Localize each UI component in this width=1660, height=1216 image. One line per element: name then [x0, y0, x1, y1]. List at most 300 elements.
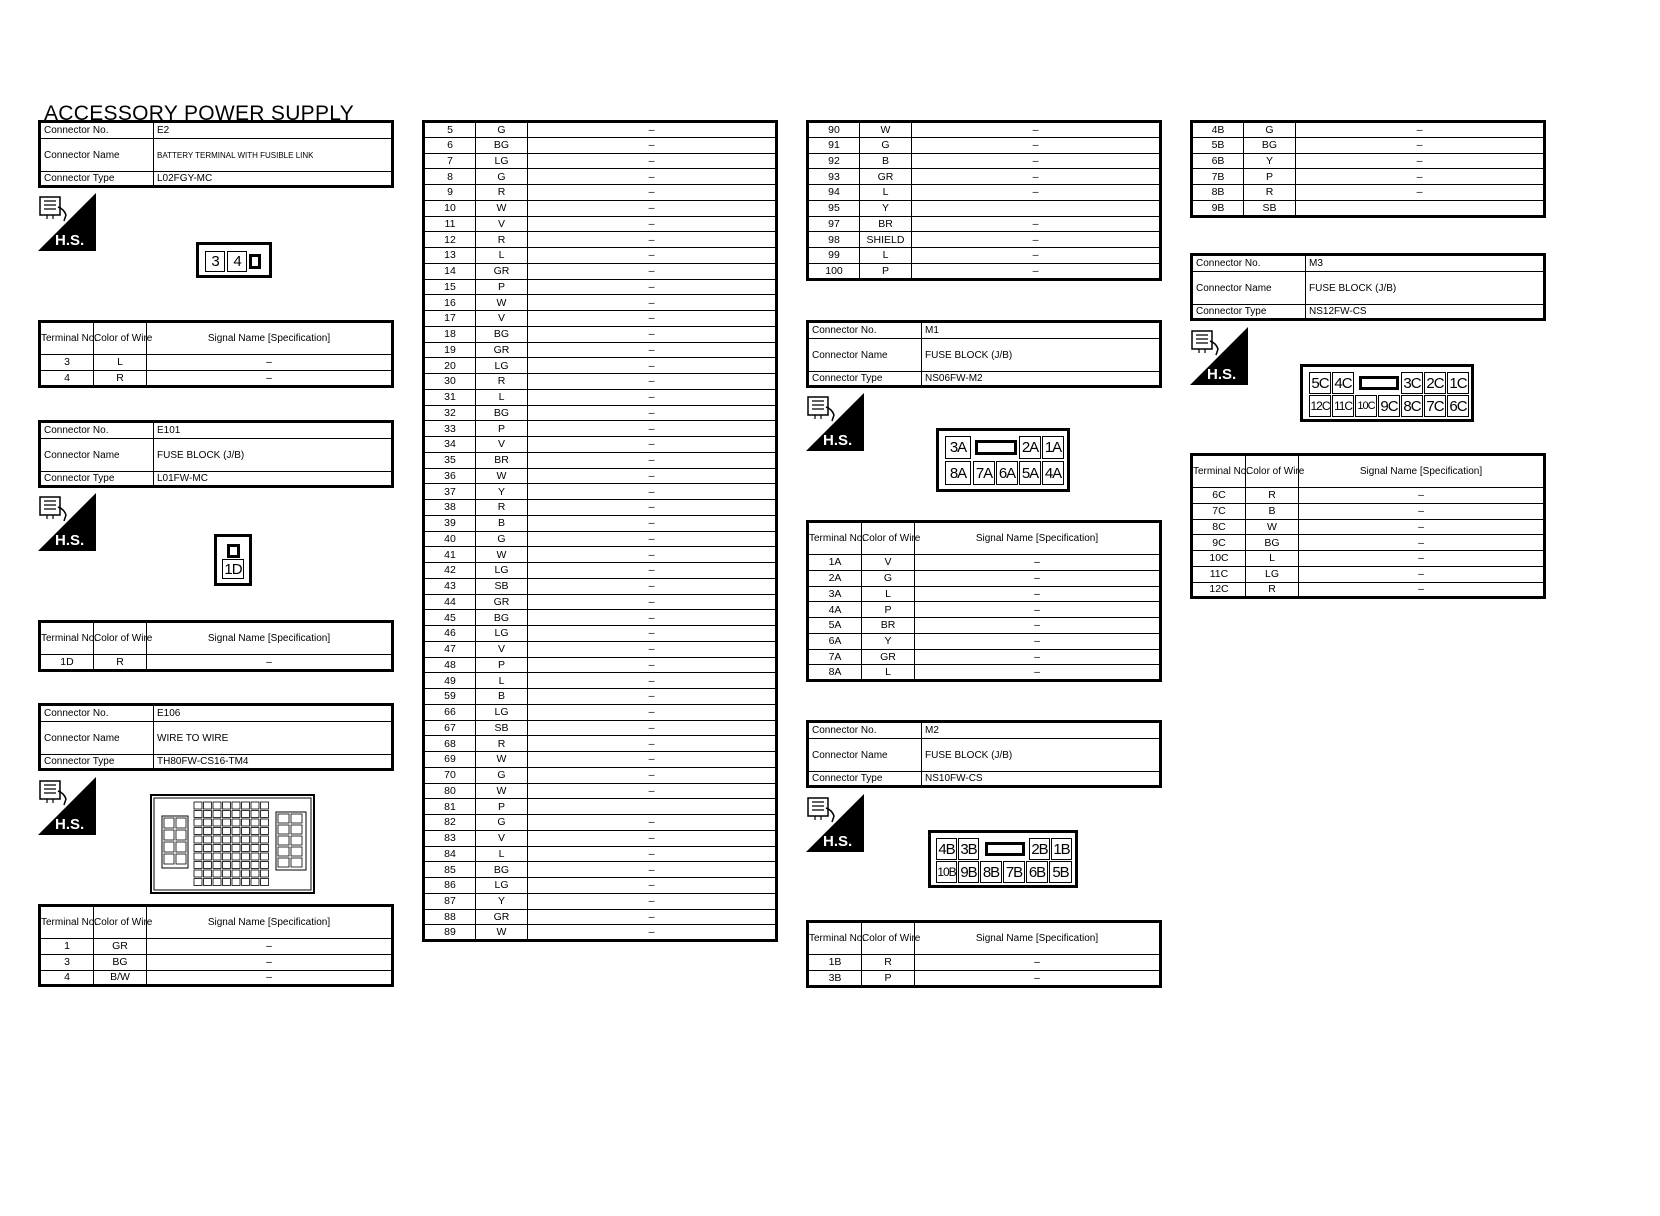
connector-face-e101 [214, 534, 252, 586]
wire-color-cell: L [860, 248, 912, 264]
signal-name-cell: – [528, 248, 777, 264]
terminal-no-cell: 66 [424, 704, 476, 720]
pin-label: 6A [996, 461, 1018, 485]
cavity [242, 819, 250, 826]
table-row [424, 752, 777, 768]
cavity [251, 811, 259, 818]
table-row [424, 405, 777, 421]
label-connector-type: Connector Type [40, 472, 154, 487]
wire-color-cell: L [1246, 551, 1299, 567]
signal-name-cell: – [528, 311, 777, 327]
cavity [204, 879, 212, 886]
signal-name-cell: – [912, 185, 1161, 201]
cavity [194, 870, 202, 877]
pin-label: 9B [958, 861, 979, 883]
cavity [251, 845, 259, 852]
table-row [808, 570, 1161, 586]
signal-name-cell: – [528, 437, 777, 453]
signal-name-cell: – [915, 633, 1161, 649]
wire-color-cell: B [860, 153, 912, 169]
cavity [291, 847, 302, 856]
cavity [291, 858, 302, 867]
cavity [291, 825, 302, 834]
header-signal-name: Signal Name [Specification] [147, 622, 393, 655]
cavity [251, 802, 259, 809]
pin-label: 7A [973, 461, 995, 485]
signal-name-cell: – [528, 925, 777, 941]
terminal-no-cell: 35 [424, 452, 476, 468]
connector-info-m2 [806, 720, 1162, 788]
wire-color-cell: P [476, 421, 528, 437]
terminal-no-cell: 13 [424, 248, 476, 264]
wire-color-cell: B [1246, 503, 1299, 519]
wire-color-cell: GR [476, 594, 528, 610]
wire-color-cell: BG [1244, 137, 1296, 153]
wire-color-cell: L [94, 355, 147, 371]
wire-color-cell: GR [476, 263, 528, 279]
signal-name-cell: – [147, 954, 393, 970]
signal-name-cell [912, 200, 1161, 216]
terminal-no-cell: 92 [808, 153, 860, 169]
connector-no-value: E101 [154, 422, 393, 439]
wire-color-cell: W [476, 547, 528, 563]
table-row [424, 484, 777, 500]
signal-name-cell [1296, 200, 1545, 216]
signal-name-cell: – [912, 169, 1161, 185]
header-terminal-no: Terminal No. [40, 322, 94, 355]
wire-color-cell: BG [476, 862, 528, 878]
signal-name-cell: – [915, 665, 1161, 681]
terminal-no-cell: 43 [424, 578, 476, 594]
cavity [213, 836, 221, 843]
connector-key [975, 440, 1017, 455]
table-row [424, 531, 777, 547]
connector-type-value: NS12FW-CS [1306, 305, 1545, 320]
terminal-no-cell: 67 [424, 720, 476, 736]
hs-icon-graphic [1190, 327, 1248, 385]
wire-color-cell: GR [476, 342, 528, 358]
connector-no-value: E2 [154, 122, 393, 139]
harness-side-icon [1190, 327, 1248, 385]
signal-name-cell: – [528, 846, 777, 862]
cavity [194, 862, 202, 869]
terminal-no-cell: 81 [424, 799, 476, 815]
pin-label: 9C [1378, 395, 1400, 417]
harness-side-icon [38, 193, 96, 251]
terminal-no-cell: 33 [424, 421, 476, 437]
cavity [204, 819, 212, 826]
table-row [424, 673, 777, 689]
table-row [424, 374, 777, 390]
cavity [204, 853, 212, 860]
cavity [261, 853, 269, 860]
signal-name-cell: – [528, 137, 777, 153]
wire-color-cell: G [860, 137, 912, 153]
cavity [164, 818, 174, 828]
signal-name-cell: – [528, 232, 777, 248]
connector-info-m1 [806, 320, 1162, 388]
wire-color-cell: P [860, 263, 912, 279]
connector-key [1359, 376, 1399, 390]
header-signal-name: Signal Name [Specification] [915, 922, 1161, 955]
terminal-no-cell: 7C [1192, 503, 1246, 519]
wire-color-cell: P [476, 657, 528, 673]
wire-color-cell: W [476, 468, 528, 484]
header-color-of-wire: Color of Wire [94, 622, 147, 655]
terminal-no-cell: 100 [808, 263, 860, 279]
signal-name-cell: – [1299, 566, 1545, 582]
wire-color-cell: Y [1244, 153, 1296, 169]
table-row [1192, 200, 1545, 216]
terminal-no-cell: 8B [1192, 185, 1244, 201]
label-connector-name: Connector Name [40, 139, 154, 172]
signal-name-cell: – [528, 358, 777, 374]
table-row [808, 649, 1161, 665]
cavity [242, 853, 250, 860]
pin-label: 1A [1042, 436, 1064, 459]
label-connector-type: Connector Type [1192, 305, 1306, 320]
terminal-no-cell: 34 [424, 437, 476, 453]
wire-color-cell: LG [476, 704, 528, 720]
table-row [424, 232, 777, 248]
cavity [176, 854, 186, 864]
table-row [424, 153, 777, 169]
table-row [424, 547, 777, 563]
signal-name-cell: – [528, 673, 777, 689]
terminal-table-e106-continued-2 [806, 120, 1162, 281]
connector-name-value: FUSE BLOCK (J/B) [154, 439, 393, 472]
cavity [204, 862, 212, 869]
wire-color-cell: LG [476, 153, 528, 169]
cavity [223, 845, 231, 852]
wire-color-cell: G [1244, 122, 1296, 138]
header-color-of-wire: Color of Wire [862, 522, 915, 555]
wire-color-cell: B/W [94, 970, 147, 986]
terminal-no-cell: 4 [40, 970, 94, 986]
pin-label: 3A [945, 436, 971, 459]
table-row [1192, 551, 1545, 567]
table-row [424, 594, 777, 610]
label-connector-name: Connector Name [1192, 272, 1306, 305]
table-row [424, 279, 777, 295]
wire-color-cell: R [1246, 582, 1299, 598]
terminal-no-cell: 93 [808, 169, 860, 185]
cavity [204, 828, 212, 835]
terminal-no-cell: 99 [808, 248, 860, 264]
hs-label: H.S. [823, 833, 853, 850]
table-row [424, 342, 777, 358]
terminal-no-cell: 12C [1192, 582, 1246, 598]
connector-no-value: M1 [922, 322, 1161, 339]
terminal-table-m2 [806, 920, 1162, 988]
table-row [424, 626, 777, 642]
pin-label: 1B [1051, 838, 1072, 860]
label-connector-no: Connector No. [1192, 255, 1306, 272]
signal-name-cell: – [528, 389, 777, 405]
terminal-no-cell: 86 [424, 878, 476, 894]
header-signal-name: Signal Name [Specification] [915, 522, 1161, 555]
wire-color-cell: R [476, 232, 528, 248]
table-row [424, 326, 777, 342]
cavity [251, 853, 259, 860]
signal-name-cell: – [528, 531, 777, 547]
signal-name-cell: – [915, 570, 1161, 586]
cavity [251, 870, 259, 877]
signal-name-cell: – [528, 216, 777, 232]
terminal-no-cell: 49 [424, 673, 476, 689]
terminal-no-cell: 87 [424, 893, 476, 909]
table-row [40, 370, 393, 386]
table-row [424, 704, 777, 720]
table-row [808, 137, 1161, 153]
pin-label: 4C [1332, 372, 1354, 394]
table-row [424, 563, 777, 579]
terminal-no-cell: 39 [424, 515, 476, 531]
terminal-no-cell: 3B [808, 970, 862, 986]
table-row [1192, 137, 1545, 153]
cavity [242, 802, 250, 809]
table-row [808, 153, 1161, 169]
signal-name-cell: – [528, 295, 777, 311]
connector-name-value: FUSE BLOCK (J/B) [1306, 272, 1545, 305]
terminal-no-cell: 42 [424, 563, 476, 579]
pin-label: 1D [222, 559, 244, 579]
connector-key [227, 544, 240, 558]
pin-label: 8C [1401, 395, 1423, 417]
signal-name-cell: – [528, 815, 777, 831]
terminal-no-cell: 8A [808, 665, 862, 681]
label-connector-type: Connector Type [808, 372, 922, 387]
header-color-of-wire: Color of Wire [862, 922, 915, 955]
terminal-no-cell: 7A [808, 649, 862, 665]
terminal-no-cell: 38 [424, 500, 476, 516]
table-row [1192, 122, 1545, 138]
wire-color-cell: G [476, 122, 528, 138]
wire-color-cell: G [476, 767, 528, 783]
cavity [261, 836, 269, 843]
terminal-table-m3 [1190, 453, 1546, 599]
connector-type-value: TH80FW-CS16-TM4 [154, 755, 393, 770]
wire-color-cell: R [94, 370, 147, 386]
cavity [164, 830, 174, 840]
cavity [204, 845, 212, 852]
terminal-no-cell: 10 [424, 200, 476, 216]
table-row [424, 720, 777, 736]
table-row [40, 954, 393, 970]
terminal-no-cell: 4 [40, 370, 94, 386]
connector-face-m3 [1300, 364, 1474, 422]
table-row [808, 200, 1161, 216]
cavity [194, 845, 202, 852]
connector-name-value: WIRE TO WIRE [154, 722, 393, 755]
terminal-no-cell: 4A [808, 602, 862, 618]
signal-name-cell: – [912, 232, 1161, 248]
cavity [261, 870, 269, 877]
table-row [424, 815, 777, 831]
wire-color-cell: GR [94, 939, 147, 955]
table-row [808, 602, 1161, 618]
table-row [40, 970, 393, 986]
hs-icon-graphic [38, 777, 96, 835]
connector-face-e106 [150, 792, 316, 896]
table-row [424, 909, 777, 925]
table-row [424, 925, 777, 941]
wire-color-cell: BR [860, 216, 912, 232]
signal-name-cell: – [147, 970, 393, 986]
signal-name-cell: – [528, 830, 777, 846]
wire-color-cell: W [476, 295, 528, 311]
wire-color-cell: BG [476, 137, 528, 153]
terminal-no-cell: 8 [424, 169, 476, 185]
wire-color-cell: R [476, 736, 528, 752]
terminal-no-cell: 2A [808, 570, 862, 586]
wire-color-cell: W [476, 925, 528, 941]
terminal-no-cell: 98 [808, 232, 860, 248]
signal-name-cell: – [1299, 519, 1545, 535]
cavity [204, 870, 212, 877]
signal-name-cell: – [1299, 488, 1545, 504]
terminal-no-cell: 6A [808, 633, 862, 649]
connector-info-e2 [38, 120, 394, 188]
wire-color-cell: BR [476, 452, 528, 468]
connector-info-m3 [1190, 253, 1546, 321]
signal-name-cell: – [528, 767, 777, 783]
terminal-table-m2-continued [1190, 120, 1546, 218]
terminal-no-cell: 85 [424, 862, 476, 878]
signal-name-cell: – [915, 970, 1161, 986]
cavity [242, 879, 250, 886]
header-signal-name: Signal Name [Specification] [147, 906, 393, 939]
cavity [232, 862, 240, 869]
cavity [204, 811, 212, 818]
signal-name-cell: – [912, 122, 1161, 138]
signal-name-cell: – [528, 689, 777, 705]
wire-color-cell: P [476, 799, 528, 815]
terminal-no-cell: 44 [424, 594, 476, 610]
table-row [424, 185, 777, 201]
cavity [261, 811, 269, 818]
wire-color-cell: R [94, 655, 147, 671]
wire-color-cell: P [862, 602, 915, 618]
terminal-table-m1 [806, 520, 1162, 682]
header-terminal-no: Terminal No. [1192, 455, 1246, 488]
wire-color-cell: R [476, 500, 528, 516]
pin-label: 5A [1019, 461, 1041, 485]
terminal-no-cell: 82 [424, 815, 476, 831]
hs-label: H.S. [1207, 366, 1237, 383]
cavity [232, 811, 240, 818]
terminal-no-cell: 91 [808, 137, 860, 153]
terminal-no-cell: 7B [1192, 169, 1244, 185]
cavity [242, 836, 250, 843]
signal-name-cell: – [528, 563, 777, 579]
pin-label: 5C [1309, 372, 1331, 394]
cavity [291, 836, 302, 845]
cavity [194, 879, 202, 886]
cavity [213, 845, 221, 852]
wire-color-cell: LG [476, 878, 528, 894]
cavity [176, 830, 186, 840]
wire-color-cell: W [476, 783, 528, 799]
terminal-no-cell: 1A [808, 555, 862, 571]
pin-label: 6B [1026, 861, 1048, 883]
terminal-no-cell: 16 [424, 295, 476, 311]
pin-label: 2B [1029, 838, 1050, 860]
wire-color-cell: BG [476, 610, 528, 626]
label-connector-name: Connector Name [40, 439, 154, 472]
terminal-no-cell: 14 [424, 263, 476, 279]
table-row [424, 515, 777, 531]
hs-label: H.S. [55, 532, 85, 549]
signal-name-cell: – [915, 955, 1161, 971]
table-row [808, 665, 1161, 681]
table-row [424, 468, 777, 484]
terminal-no-cell: 32 [424, 405, 476, 421]
pin-label: 4A [1042, 461, 1064, 485]
signal-name-cell: – [528, 342, 777, 358]
table-row [424, 311, 777, 327]
pin-label: 4B [936, 838, 957, 860]
signal-name-cell: – [528, 657, 777, 673]
table-row [808, 970, 1161, 986]
table-row [424, 641, 777, 657]
connector-face-m1 [936, 428, 1070, 492]
table-row [424, 452, 777, 468]
cavity [251, 836, 259, 843]
cavity [213, 819, 221, 826]
terminal-no-cell: 94 [808, 185, 860, 201]
signal-name-cell: – [528, 594, 777, 610]
terminal-no-cell: 18 [424, 326, 476, 342]
header-terminal-no: Terminal No. [40, 622, 94, 655]
wire-color-cell: G [476, 531, 528, 547]
table-row [808, 263, 1161, 279]
signal-name-cell: – [528, 468, 777, 484]
pin-label: 12C [1309, 395, 1331, 417]
wire-color-cell: GR [862, 649, 915, 665]
wire-color-cell: P [862, 970, 915, 986]
terminal-no-cell: 20 [424, 358, 476, 374]
table-row [424, 610, 777, 626]
signal-name-cell: – [528, 893, 777, 909]
cavity [223, 802, 231, 809]
cavity [291, 814, 302, 823]
wire-color-cell: V [476, 216, 528, 232]
signal-name-cell: – [912, 153, 1161, 169]
table-row [808, 216, 1161, 232]
pin-label: 11C [1332, 395, 1354, 417]
terminal-no-cell: 5B [1192, 137, 1244, 153]
signal-name-cell: – [912, 137, 1161, 153]
cavity [278, 825, 289, 834]
terminal-no-cell: 9C [1192, 535, 1246, 551]
connector-type-value: NS06FW-M2 [922, 372, 1161, 387]
cavity [232, 836, 240, 843]
label-connector-name: Connector Name [40, 722, 154, 755]
cavity [213, 828, 221, 835]
cavity [194, 811, 202, 818]
hs-label: H.S. [55, 816, 85, 833]
table-row [808, 248, 1161, 264]
cavity [242, 811, 250, 818]
signal-name-cell: – [915, 649, 1161, 665]
wire-color-cell: R [476, 374, 528, 390]
wire-color-cell: BG [476, 405, 528, 421]
terminal-no-cell: 46 [424, 626, 476, 642]
label-connector-no: Connector No. [40, 705, 154, 722]
wire-color-cell: GR [860, 169, 912, 185]
terminal-no-cell: 89 [424, 925, 476, 941]
